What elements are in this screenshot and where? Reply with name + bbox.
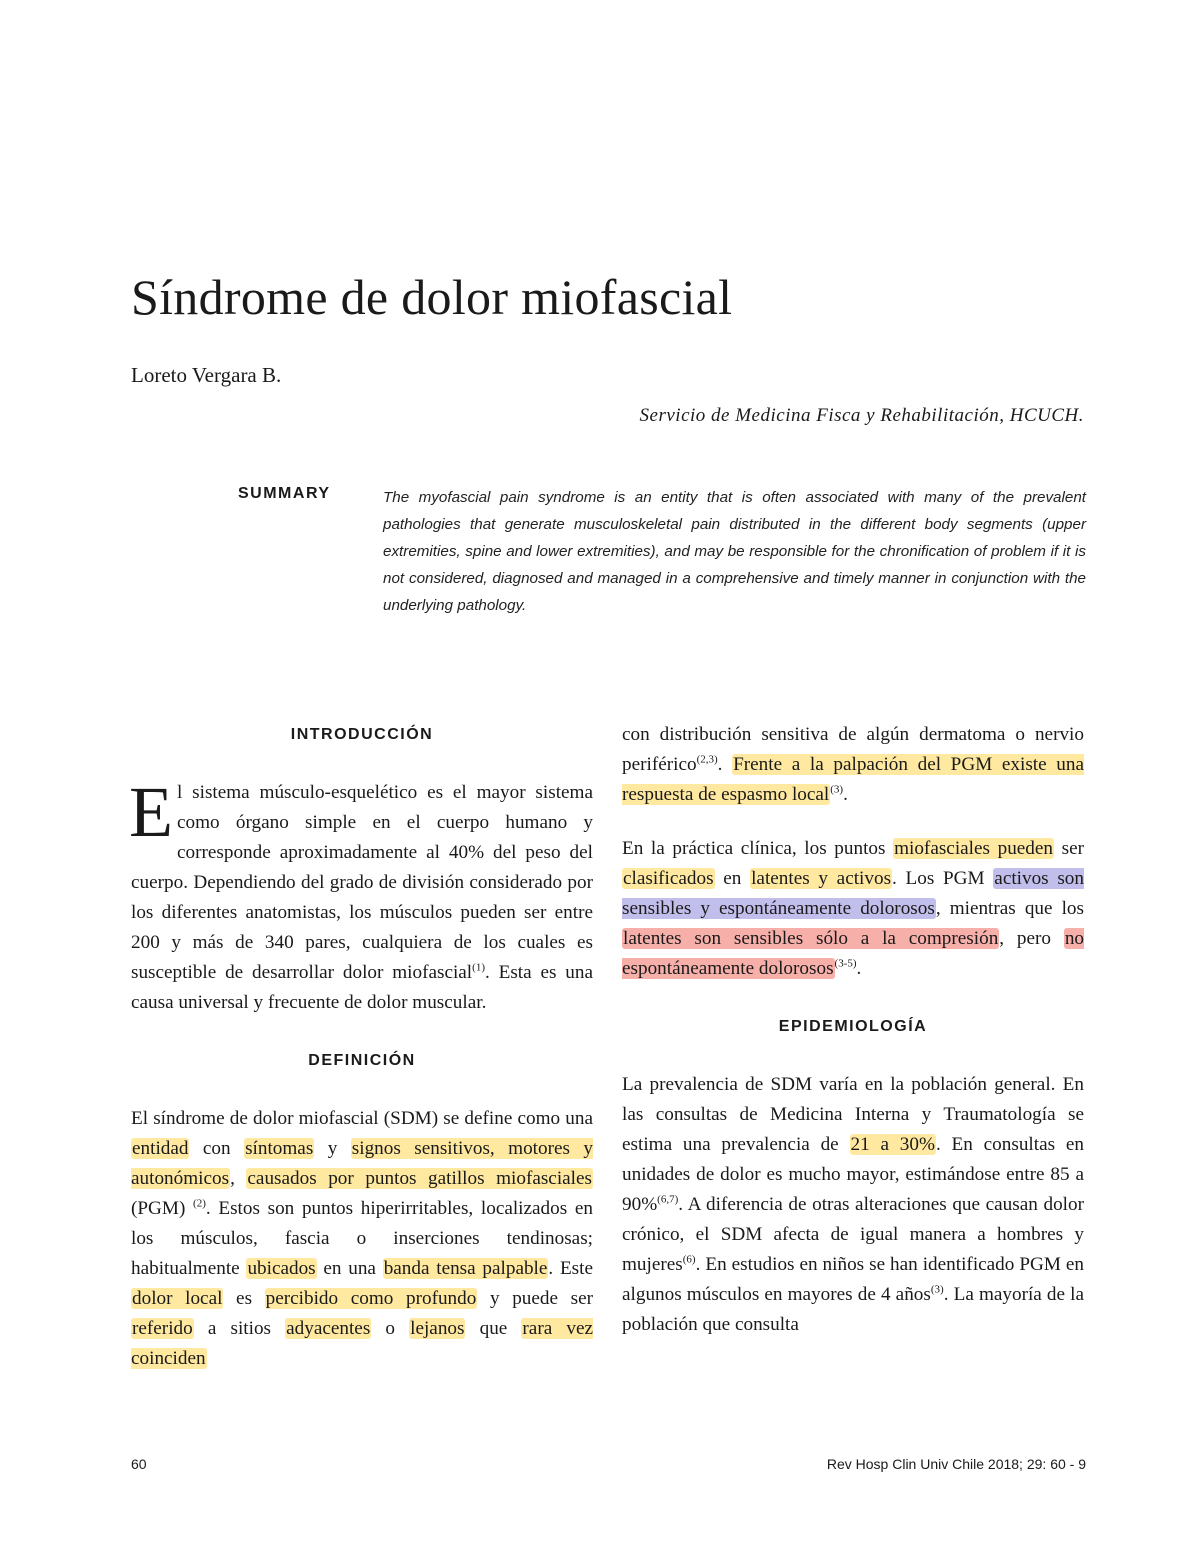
highlight: lejanos <box>410 1318 465 1339</box>
highlight-red: latentes son sensibles sólo a la compresión <box>623 928 999 949</box>
highlight: clasificados <box>623 868 714 889</box>
citation-ref: (2) <box>193 1197 206 1210</box>
highlight: signos sensitivos, motores y autonómicos <box>131 1138 594 1189</box>
article-title: Síndrome de dolor miofascial <box>131 269 733 325</box>
highlight-red: no espontáneamente dolorosos <box>622 928 1084 979</box>
highlight: 21 a 30% <box>850 1134 935 1155</box>
left-column <box>131 720 593 1374</box>
highlight: adyacentes <box>286 1318 371 1339</box>
highlight: dolor local <box>132 1288 223 1309</box>
page-number: 60 <box>131 1456 147 1472</box>
citation-ref: (1) <box>472 961 485 974</box>
highlight: percibido como profundo <box>265 1288 477 1309</box>
section-heading-definicion: DEFINICIÓN <box>308 1052 416 1069</box>
introduccion-paragraph: El sistema músculo-esquelético es el mayor sistema como órgano simple en el cuerpo humano y corresponde aproximadamente al 40% del peso del cuerpo. Dependiendo del grado de división considerado por los diferentes anatomistas, los músculos pueden ser entre 200 y más de 340 pares, cualquiera de los cuales es susceptible de desarrollar dolor miofascial$^{(1)}$. Esta es una causa universal y frecuente de dolor muscular. <box>129 772 593 1013</box>
epidemiologia-paragraph: La prevalencia de SDM varía en la población general. En las consultas de Medicina Interna y Traumatología se estima una prevalencia de 21 a 30%. En consultas en unidades de dolor es mucho mayor, estimándose entre 85 a 90%$^{(6,7)}$. A diferencia de otras alteraciones que causan dolor crónico, el SDM afecta de igual manera a hombres y mujeres$^{(6)}$. En estudios en niños se han identificado PGM en algunos músculos en mayores de 4 años$^{(3)}$. La mayoría de la población que consulta <box>622 1074 1085 1335</box>
journal-citation: Rev Hosp Clin Univ Chile 2018; 29: 60 - 9 <box>826 1456 1086 1472</box>
section-heading-introduccion: INTRODUCCIÓN <box>290 726 434 743</box>
author-affiliation: Servicio de Medicina Fisca y Rehabilitación, HCUCH. <box>639 405 1084 426</box>
right-column <box>622 720 1084 1340</box>
citation-ref: (3-5) <box>834 957 857 970</box>
highlight: banda tensa palpable <box>383 1258 548 1279</box>
citation-ref: (6) <box>682 1253 696 1266</box>
section-heading-epidemiologia: EPIDEMIOLOGÍA <box>778 1018 928 1035</box>
summary-text: The myofascial pain syndrome is an entity that is often associated with many of the prevalent pathologies that generate musculoskeletal pain distributed in the different body segments (upper extremities, spine and lower extremities), and may be responsible for the chronification of problem if it is not considered, diagnosed and managed in a comprehensive and timely manner in conjunction with the underlying pathology. <box>383 489 1086 614</box>
highlight: causados por puntos gatillos miofasciales <box>247 1168 592 1189</box>
highlight: Frente a la palpación del PGM existe una respuesta de espasmo local <box>622 754 1084 805</box>
highlight: miofasciales pueden <box>894 838 1054 859</box>
highlight: entidad <box>132 1138 189 1159</box>
definicion-paragraph: El síndrome de dolor miofascial (SDM) se define como una entidad con síntomas y signos sensitivos, motores y autonómicos, causados por puntos gatillos miofasciales (PGM) $^{(2)}$. Estos son puntos hiperirritables, localizados en los músculos, fascia o inserciones tendinosas; habitualmente ubicados en una banda tensa palpable. Este dolor local es percibido como profundo y puede ser referido a sitios adyacentes o lejanos que rara vez coinciden <box>131 1108 594 1369</box>
definicion-paragraph-continued: con distribución sensitiva de algún dermatoma o nervio periférico$^{(2,3)}$. Frente a la palpación del PGM existe una respuesta de espasmo local$^{(3)}$. <box>622 724 1084 805</box>
clinica-paragraph: En la práctica clínica, los puntos miofasciales pueden ser clasificados en latentes y activos. Los PGM activos son sensibles y espontáneamente dolorosos, mientras que los latentes son sensibles sólo a la compresión, pero no espontáneamente dolorosos$^{(3-5)}$. <box>622 838 1085 979</box>
citation-ref: (3) <box>830 783 844 796</box>
highlight: ubicados <box>247 1258 316 1279</box>
highlight: referido <box>132 1318 193 1339</box>
summary-label: SUMMARY <box>238 485 331 502</box>
citation-ref: (2,3) <box>696 753 718 766</box>
highlight: rara vez coinciden <box>131 1318 593 1369</box>
highlight: latentes y activos <box>751 868 892 889</box>
citation-ref: (6,7) <box>657 1193 679 1206</box>
author-name: Loreto Vergara B. <box>131 363 282 387</box>
highlight-purple: activos son sensibles y espontáneamente dolorosos <box>622 868 1084 919</box>
drop-cap: E <box>129 772 173 852</box>
highlight: síntomas <box>245 1138 314 1159</box>
citation-ref: (3) <box>930 1283 944 1296</box>
